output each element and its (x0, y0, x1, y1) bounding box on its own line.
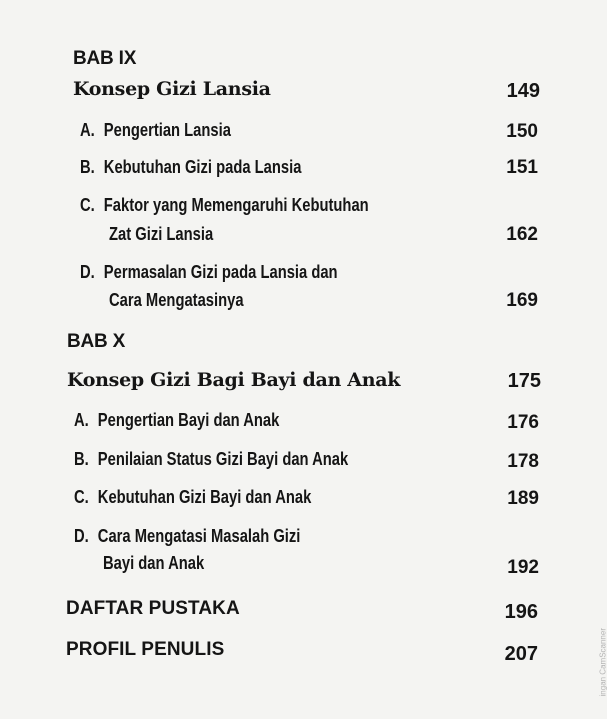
scanner-watermark: ingan CamScanner (598, 628, 607, 697)
toc-item-page-number: 150 (506, 121, 538, 142)
toc-item: D. Permasalan Gizi pada Lansia dan (80, 262, 338, 282)
toc-item-continuation: Cara Mengatasinya (109, 290, 244, 310)
toc-item-continuation: Bayi dan Anak (103, 553, 205, 573)
toc-item-page-number: 189 (507, 488, 539, 509)
chapter-label: BAB IX (73, 48, 137, 69)
toc-item: B. Penilaian Status Gizi Bayi dan Anak (74, 449, 349, 469)
back-matter-title: DAFTAR PUSTAKA (66, 598, 240, 619)
toc-item-page-number: 151 (506, 157, 538, 178)
chapter-label: BAB X (67, 331, 126, 352)
toc-item-page-number: 176 (507, 412, 539, 433)
chapter-page-number: 149 (506, 80, 540, 102)
chapter-title: Konsep Gizi Lansia (73, 78, 271, 100)
toc-item-page-number: 178 (507, 451, 539, 472)
back-matter-page-number: 196 (504, 601, 538, 623)
toc-item-page-number: 162 (506, 224, 538, 245)
toc-item: A. Pengertian Lansia (80, 120, 231, 140)
toc-item-page-number: 169 (506, 290, 538, 311)
back-matter-page-number: 207 (504, 643, 538, 665)
toc-item: A. Pengertian Bayi dan Anak (74, 410, 280, 430)
toc-item-continuation: Zat Gizi Lansia (109, 224, 214, 244)
chapter-page-number: 175 (507, 370, 541, 392)
chapter-title: Konsep Gizi Bagi Bayi dan Anak (67, 369, 401, 391)
toc-item: B. Kebutuhan Gizi pada Lansia (80, 157, 302, 177)
toc-item: D. Cara Mengatasi Masalah Gizi (74, 526, 301, 546)
toc-item: C. Kebutuhan Gizi Bayi dan Anak (74, 487, 312, 507)
back-matter-title: PROFIL PENULIS (66, 639, 225, 660)
toc-item-page-number: 192 (507, 557, 539, 578)
toc-item: C. Faktor yang Memengaruhi Kebutuhan (80, 195, 369, 215)
